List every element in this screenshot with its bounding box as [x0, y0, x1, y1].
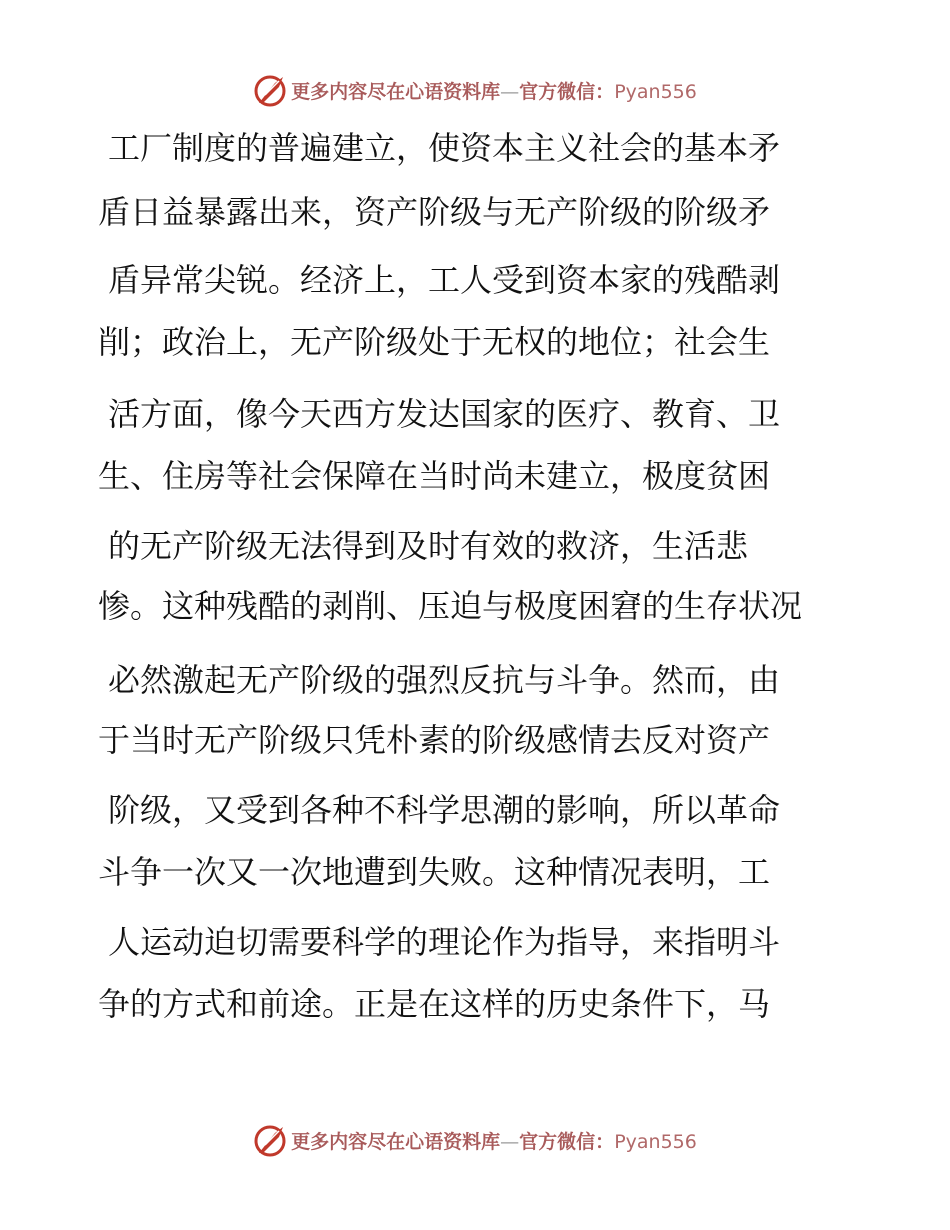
body-line: 盾日益暴露出来，资产阶级与无产阶级的阶级矛: [98, 193, 771, 231]
footer-banner-label: 官方微信：: [519, 1130, 615, 1153]
header-banner-text: [291, 77, 697, 104]
body-line: 盾异常尖锐。经济上，工人受到资本家的残酷剥: [108, 261, 781, 299]
body-line: 于当时无产阶级只凭朴素的阶级感情去反对资产: [98, 721, 771, 759]
header-banner: [0, 70, 950, 110]
footer-banner-text: [291, 1127, 697, 1154]
quill-pen-logo-icon: [253, 1123, 287, 1157]
body-line: 争的方式和前途。正是在这样的历史条件下，马: [98, 985, 771, 1023]
body-line: 人运动迫切需要科学的理论作为指导，来指明斗: [108, 923, 781, 961]
body-line: 阶级，又受到各种不科学思潮的影响，所以革命: [108, 791, 781, 829]
quill-pen-logo-icon: [253, 73, 287, 107]
footer-banner-dash: —: [500, 1130, 520, 1153]
header-banner-main: 更多内容尽在心语资料库: [291, 80, 501, 103]
footer-banner: [0, 1120, 950, 1160]
body-line: 惨。这种残酷的剥削、压迫与极度困窘的生存状况: [98, 587, 803, 625]
body-line: 削；政治上，无产阶级处于无权的地位；社会生: [98, 323, 771, 361]
body-line: 生、住房等社会保障在当时尚未建立，极度贫困: [98, 457, 771, 495]
body-line: 工厂制度的普遍建立，使资本主义社会的基本矛: [108, 129, 781, 167]
header-banner-label: 官方微信：: [519, 80, 615, 103]
body-line: 活方面，像今天西方发达国家的医疗、教育、卫: [108, 395, 781, 433]
footer-banner-main: 更多内容尽在心语资料库: [291, 1130, 501, 1153]
footer-banner-handle: Pyan556: [614, 1130, 697, 1153]
header-banner-handle: Pyan556: [614, 80, 697, 103]
body-line: 必然激起无产阶级的强烈反抗与斗争。然而，由: [108, 661, 781, 699]
header-banner-dash: —: [500, 80, 520, 103]
body-line: 斗争一次又一次地遭到失败。这种情况表明，工: [98, 853, 771, 891]
body-line: 的无产阶级无法得到及时有效的救济，生活悲: [108, 527, 749, 565]
